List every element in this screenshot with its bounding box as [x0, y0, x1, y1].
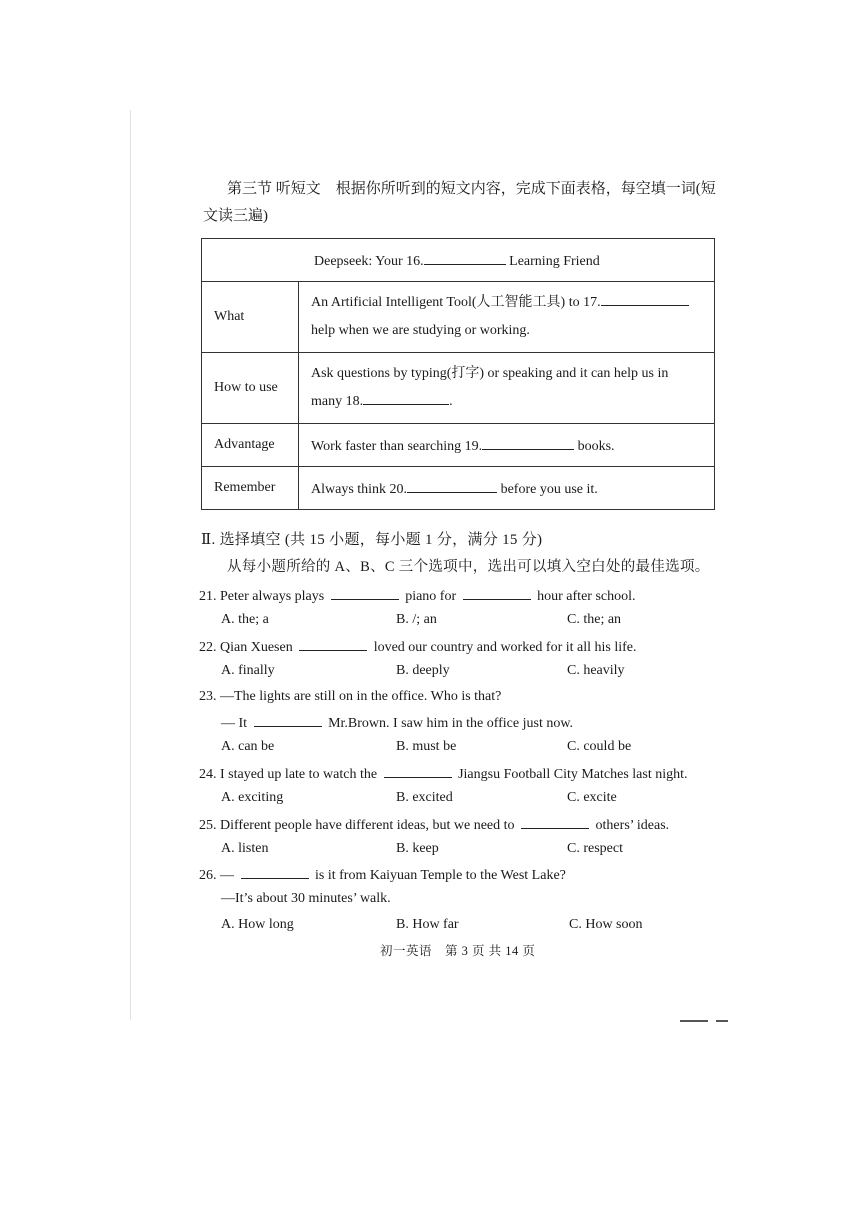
row-label-what: What [202, 282, 299, 353]
option-c[interactable]: C. excite [567, 790, 617, 805]
listening-table [201, 238, 715, 510]
table-title-cell [202, 239, 715, 282]
question-text: — It [221, 716, 251, 731]
answer-blank[interactable] [463, 587, 531, 600]
option-a[interactable]: A. finally [221, 663, 275, 678]
row-text: An Artificial Intelligent Tool(人工智能工具) to 17. [311, 295, 601, 310]
question-26-line2 [221, 891, 391, 907]
question-text: Mr.Brown. I saw him in the office just now. [324, 716, 574, 731]
row-text: books. [574, 438, 615, 454]
row-content-what [299, 282, 715, 353]
row-content-remember [299, 467, 715, 510]
question-text: is it from Kaiyuan Temple to the West Lake? [311, 868, 566, 883]
row-content-how-to-use [299, 353, 715, 424]
question-text: 26. — [199, 868, 238, 883]
table-row [202, 282, 715, 353]
question-text: Jiangsu Football City Matches last night. [454, 767, 688, 782]
answer-blank[interactable] [241, 866, 309, 879]
table-row [202, 353, 715, 424]
option-c[interactable]: C. the; an [567, 612, 622, 627]
row-text: help when we are studying or working. [311, 323, 530, 338]
row-label-how-to-use: How to use [202, 353, 299, 424]
question-text: 23. —The lights are still on in the office. Who is that? [199, 689, 502, 704]
option-c[interactable]: C. heavily [567, 663, 625, 678]
answer-blank[interactable] [384, 765, 452, 778]
scan-mark [680, 1020, 728, 1022]
row-text: before you use it. [497, 481, 598, 497]
option-b[interactable]: B. excited [396, 790, 453, 805]
option-a[interactable]: A. exciting [221, 790, 284, 805]
question-text: 24. I stayed up late to watch the [199, 767, 381, 782]
option-b[interactable]: B. /; an [396, 612, 437, 627]
option-b[interactable]: B. keep [396, 841, 439, 856]
option-c[interactable]: C. could be [567, 739, 632, 754]
row-text: . [449, 394, 453, 409]
table-title-post: Learning Friend [505, 253, 600, 269]
row-text: Ask questions by typing(打字) or speaking and it can help us in many 18. [311, 366, 669, 409]
question-22 [199, 638, 637, 656]
blank-20[interactable] [407, 479, 497, 493]
table-title-pre: Deepseek: Your 16. [314, 253, 424, 269]
row-text: Always think 20. [311, 481, 408, 497]
answer-blank[interactable] [521, 816, 589, 829]
table-row [202, 424, 715, 467]
blank-18[interactable] [363, 391, 449, 405]
row-label-remember: Remember [202, 467, 299, 510]
question-23-line2 [221, 714, 573, 732]
section3-intro: 第三节 听短文 根据你所听到的短文内容，完成下面表格，每空填一词(短文读三遍) [203, 181, 716, 224]
blank-19[interactable] [482, 436, 574, 450]
option-a[interactable]: A. listen [221, 841, 269, 856]
blank-16[interactable] [424, 251, 506, 265]
question-text: others’ ideas. [592, 818, 670, 833]
option-c[interactable]: C. How soon [569, 917, 643, 932]
option-b[interactable]: B. How far [396, 917, 459, 932]
row-text: Work faster than searching 19. [311, 438, 483, 454]
question-24 [199, 765, 688, 783]
answer-blank[interactable] [254, 714, 322, 727]
part2-instruction: 从每小题所给的 A、B、C 三个选项中，选出可以填入空白处的最佳选项。 [227, 559, 710, 575]
question-text: hour after school. [533, 589, 636, 604]
question-26 [199, 866, 566, 884]
table-row [202, 467, 715, 510]
binding-line [130, 110, 131, 1020]
option-a[interactable]: A. How long [221, 917, 294, 932]
answer-blank[interactable] [299, 638, 367, 651]
question-21 [199, 587, 636, 605]
question-text: —It’s about 30 minutes’ walk. [221, 891, 391, 906]
option-b[interactable]: B. deeply [396, 663, 450, 678]
question-25 [199, 816, 669, 834]
option-a[interactable]: A. the; a [221, 612, 269, 627]
page-footer: 初一英语 第 3 页 共 14 页 [380, 944, 536, 958]
question-23 [199, 689, 501, 705]
table-title-row [202, 239, 715, 282]
option-a[interactable]: A. can be [221, 739, 275, 754]
question-text: piano for [401, 589, 460, 604]
part2-heading: Ⅱ. 选择填空 (共 15 小题，每小题 1 分，满分 15 分) [201, 532, 543, 548]
row-label-advantage: Advantage [202, 424, 299, 467]
row-content-advantage [299, 424, 715, 467]
question-text: 21. Peter always plays [199, 589, 328, 604]
blank-17[interactable] [601, 292, 689, 306]
question-text: 25. Different people have different ideas, but we need to [199, 818, 519, 833]
question-text: loved our country and worked for it all his life. [370, 640, 637, 655]
answer-blank[interactable] [331, 587, 399, 600]
option-b[interactable]: B. must be [396, 739, 457, 754]
question-text: 22. Qian Xuesen [199, 640, 297, 655]
option-c[interactable]: C. respect [567, 841, 623, 856]
